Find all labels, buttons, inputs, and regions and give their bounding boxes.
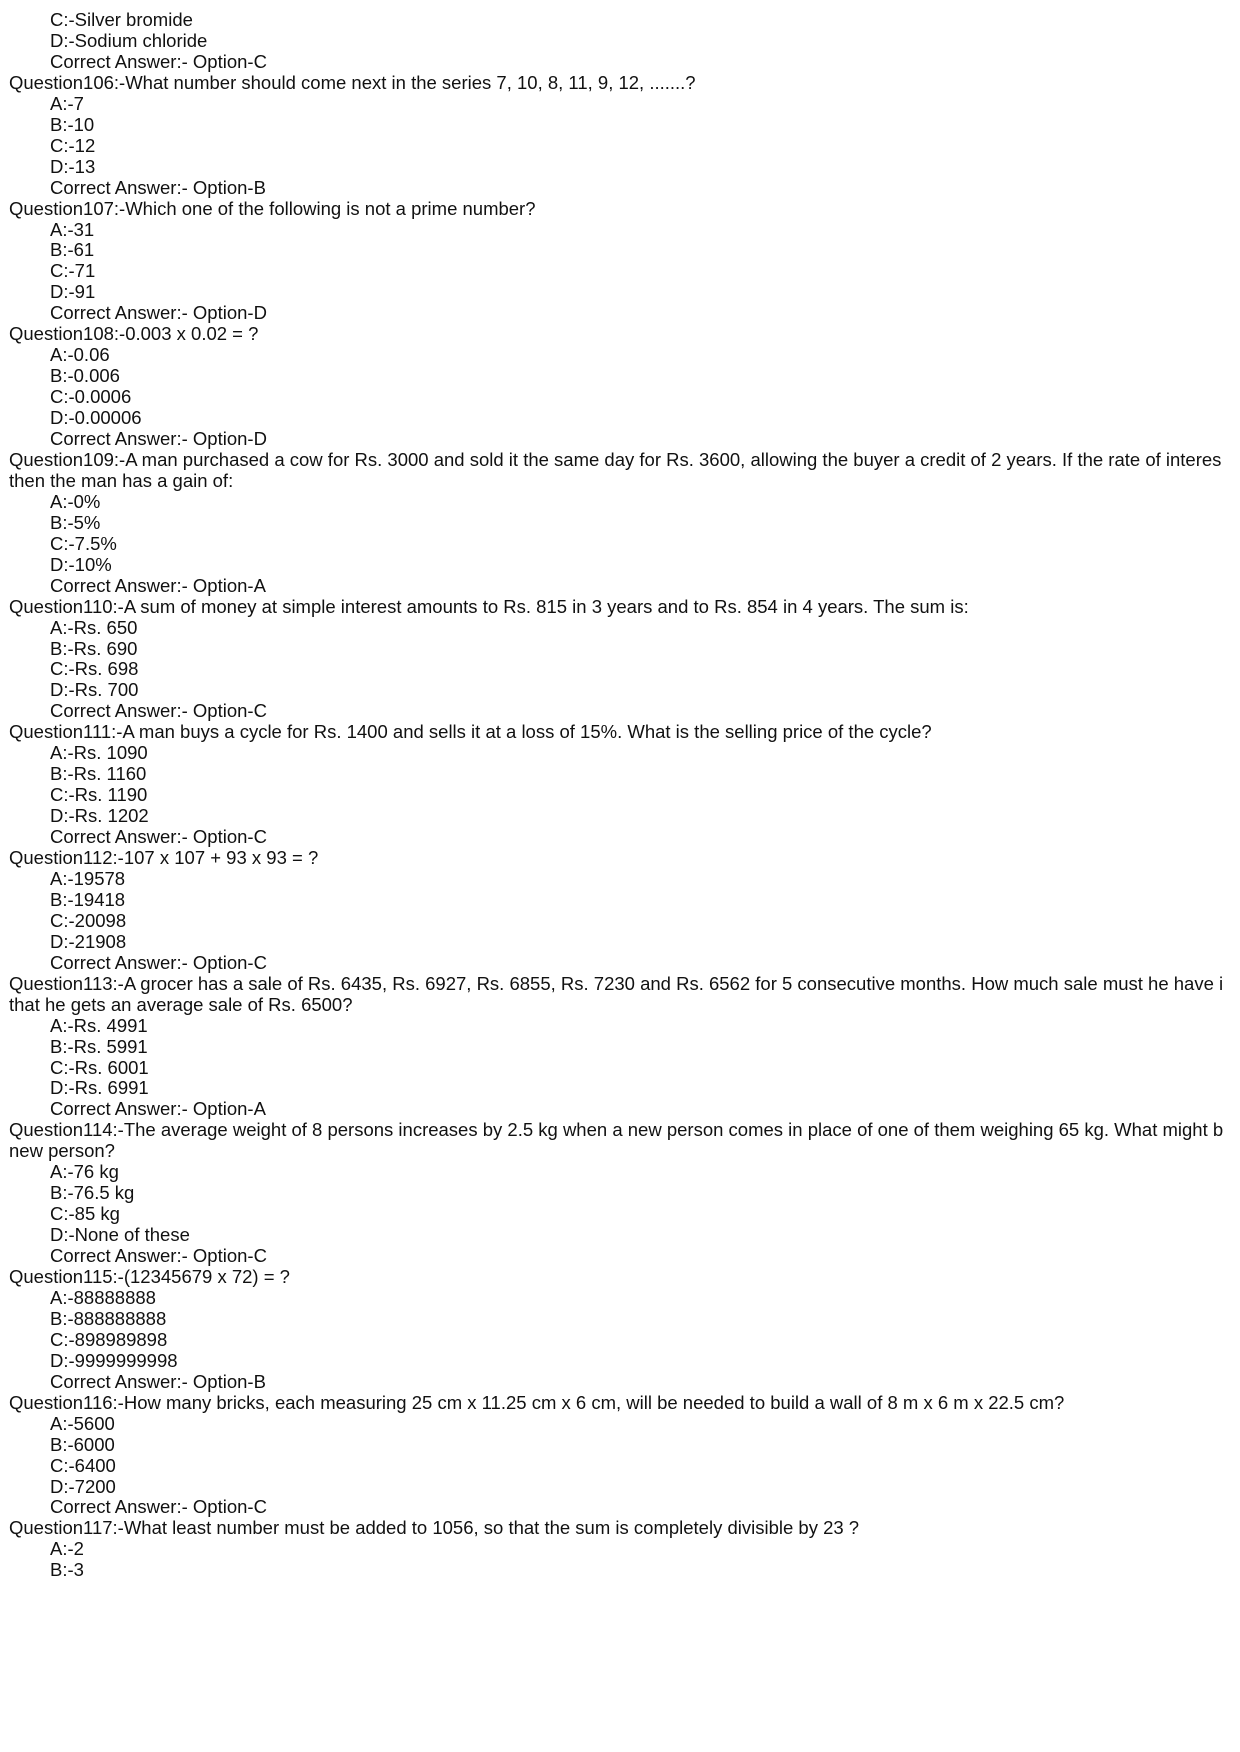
option-item: A:-2 [50,1538,84,1559]
option-item: D:-9999999998 [50,1350,178,1371]
question-text: Question114:-The average weight of 8 persons increases by 2.5 kg when a new person comes in place of one of them weighing 65 kg. What might b [9,1119,1224,1140]
option-item: B:-Rs. 1160 [50,763,147,784]
option-item: B:-Rs. 5991 [50,1036,148,1057]
correct-answer: Correct Answer:- Option-C [50,51,267,72]
option-item: B:-Rs. 690 [50,638,138,659]
correct-answer: Correct Answer:- Option-B [50,1371,266,1392]
option-item: D:-Rs. 700 [50,679,139,700]
option-item: B:-6000 [50,1434,115,1455]
option-item: D:-10% [50,554,112,575]
option-item: C:-Silver bromide [50,9,193,30]
option-item: C:-898989898 [50,1329,168,1350]
option-item: C:-0.0006 [50,386,132,407]
option-item: D:-91 [50,281,96,302]
option-item: A:-Rs. 4991 [50,1015,148,1036]
question-text: Question107:-Which one of the following is not a prime number? [9,198,536,219]
option-item: C:-7.5% [50,533,117,554]
question-text: Question113:-A grocer has a sale of Rs. 6435, Rs. 6927, Rs. 6855, Rs. 7230 and Rs. 6562 for 5 consecutive months. How much sale must he have i [9,973,1224,994]
option-item: D:-Rs. 6991 [50,1077,149,1098]
option-item: D:-13 [50,156,96,177]
option-item: C:-Rs. 698 [50,658,139,679]
question-text: Question111:-A man buys a cycle for Rs. 1400 and sells it at a loss of 15%. What is the selling price of the cycle? [9,721,932,742]
correct-answer: Correct Answer:- Option-C [50,1245,267,1266]
option-item: B:-76.5 kg [50,1182,135,1203]
question-text: Question115:-(12345679 x 72) = ? [9,1266,290,1287]
option-item: B:-888888888 [50,1308,167,1329]
question-text: Question110:-A sum of money at simple interest amounts to Rs. 815 in 3 years and to Rs. 854 in 4 years. The sum is: [9,596,969,617]
correct-answer: Correct Answer:- Option-C [50,952,267,973]
option-item: A:-7 [50,93,84,114]
question-text: Question117:-What least number must be added to 1056, so that the sum is completely divisible by 23 ? [9,1517,860,1538]
option-item: D:-Sodium chloride [50,30,208,51]
option-item: C:-Rs. 1190 [50,784,148,805]
option-item: B:-5% [50,512,101,533]
correct-answer: Correct Answer:- Option-C [50,1496,267,1517]
option-item: C:-6400 [50,1455,116,1476]
option-item: B:-3 [50,1559,84,1580]
option-item: D:-21908 [50,931,127,952]
option-item: D:-None of these [50,1224,190,1245]
option-item: B:-10 [50,114,95,135]
option-item: B:-0.006 [50,365,120,386]
option-item: A:-Rs. 650 [50,617,138,638]
correct-answer: Correct Answer:- Option-A [50,575,266,596]
option-item: B:-19418 [50,889,126,910]
option-item: C:-20098 [50,910,127,931]
question-text: Question109:-A man purchased a cow for Rs. 3000 and sold it the same day for Rs. 3600, allowing the buyer a credit of 2 years. If the rate of interes [9,449,1222,470]
option-item: C:-71 [50,260,96,281]
option-item: A:-0.06 [50,344,110,365]
option-item: A:-Rs. 1090 [50,742,148,763]
option-item: D:-Rs. 1202 [50,805,149,826]
question-text-continued: new person? [9,1140,115,1161]
correct-answer: Correct Answer:- Option-B [50,177,266,198]
option-item: C:-Rs. 6001 [50,1057,149,1078]
correct-answer: Correct Answer:- Option-C [50,700,267,721]
option-item: A:-19578 [50,868,126,889]
option-item: B:-61 [50,239,95,260]
question-text-continued: that he gets an average sale of Rs. 6500? [9,994,353,1015]
correct-answer: Correct Answer:- Option-A [50,1098,266,1119]
question-text: Question106:-What number should come next in the series 7, 10, 8, 11, 9, 12, .......? [9,72,696,93]
correct-answer: Correct Answer:- Option-D [50,302,267,323]
question-text: Question116:-How many bricks, each measuring 25 cm x 11.25 cm x 6 cm, will be needed to build a wall of 8 m x 6 m x 22.5 cm? [9,1392,1065,1413]
option-item: C:-85 kg [50,1203,120,1224]
option-item: C:-12 [50,135,96,156]
option-item: A:-88888888 [50,1287,156,1308]
option-item: A:-31 [50,219,95,240]
question-text: Question112:-107 x 107 + 93 x 93 = ? [9,847,319,868]
option-item: A:-0% [50,491,101,512]
correct-answer: Correct Answer:- Option-C [50,826,267,847]
question-text-continued: then the man has a gain of: [9,470,234,491]
option-item: A:-76 kg [50,1161,119,1182]
question-text: Question108:-0.003 x 0.02 = ? [9,323,259,344]
option-item: A:-5600 [50,1413,115,1434]
option-item: D:-7200 [50,1476,116,1497]
option-item: D:-0.00006 [50,407,142,428]
correct-answer: Correct Answer:- Option-D [50,428,267,449]
